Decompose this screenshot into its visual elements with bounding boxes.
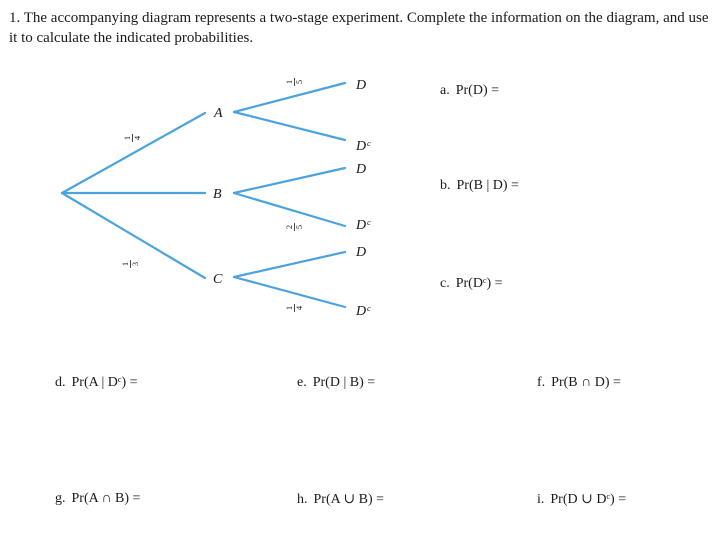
branch-A-Dc bbox=[234, 112, 345, 140]
branch-C-D bbox=[234, 252, 345, 277]
svg-text:5: 5 bbox=[294, 224, 304, 230]
svg-text:1: 1 bbox=[284, 305, 294, 311]
outcome-B-D: D bbox=[356, 162, 367, 177]
outcome-A-D: D bbox=[356, 78, 367, 93]
node-A: A bbox=[214, 106, 223, 121]
branch-to-A bbox=[62, 113, 205, 193]
branch-B-Dc bbox=[234, 193, 345, 226]
question-e: e. Pr(D | B) = bbox=[297, 375, 376, 390]
question-a: a. Pr(D) = bbox=[440, 83, 499, 98]
node-C: C bbox=[213, 272, 223, 287]
prob-C-Dc bbox=[284, 304, 304, 312]
prob-A-D bbox=[284, 78, 304, 86]
branch-A-D bbox=[234, 83, 345, 112]
question-i: i. Pr(D ∪ Dᶜ) = bbox=[537, 492, 627, 507]
outcome-C-D: D bbox=[356, 245, 367, 260]
svg-text:1: 1 bbox=[122, 135, 132, 141]
question-b: b. Pr(B | D) = bbox=[440, 178, 519, 193]
outcome-A-Dc: Dᶜ bbox=[356, 139, 370, 154]
prob-C bbox=[120, 260, 140, 268]
svg-text:1: 1 bbox=[120, 261, 130, 267]
svg-text:4: 4 bbox=[294, 305, 304, 311]
svg-text:2: 2 bbox=[284, 224, 294, 230]
svg-text:3: 3 bbox=[130, 261, 140, 267]
prob-A bbox=[122, 134, 142, 142]
prob-B-Dc bbox=[284, 223, 304, 231]
branch-C-Dc bbox=[234, 277, 345, 307]
question-d: d. Pr(A | Dᶜ) = bbox=[55, 375, 138, 390]
outcome-C-Dc: Dᶜ bbox=[356, 304, 370, 319]
question-g: g. Pr(A ∩ B) = bbox=[55, 491, 141, 506]
node-B: B bbox=[213, 187, 222, 202]
problem-statement: 1. The accompanying diagram represents a two-stage experiment. Complete the information on the diagram, and use it to calculate the indicated probabilities. bbox=[9, 10, 709, 46]
question-c: c. Pr(Dᶜ) = bbox=[440, 276, 503, 291]
outcome-B-Dc: Dᶜ bbox=[356, 218, 370, 233]
svg-text:1: 1 bbox=[284, 79, 294, 85]
question-h: h. Pr(A ∪ B) = bbox=[297, 492, 385, 507]
branch-B-D bbox=[234, 168, 345, 193]
question-f: f. Pr(B ∩ D) = bbox=[537, 375, 621, 390]
svg-text:4: 4 bbox=[132, 135, 142, 141]
svg-text:5: 5 bbox=[294, 79, 304, 85]
